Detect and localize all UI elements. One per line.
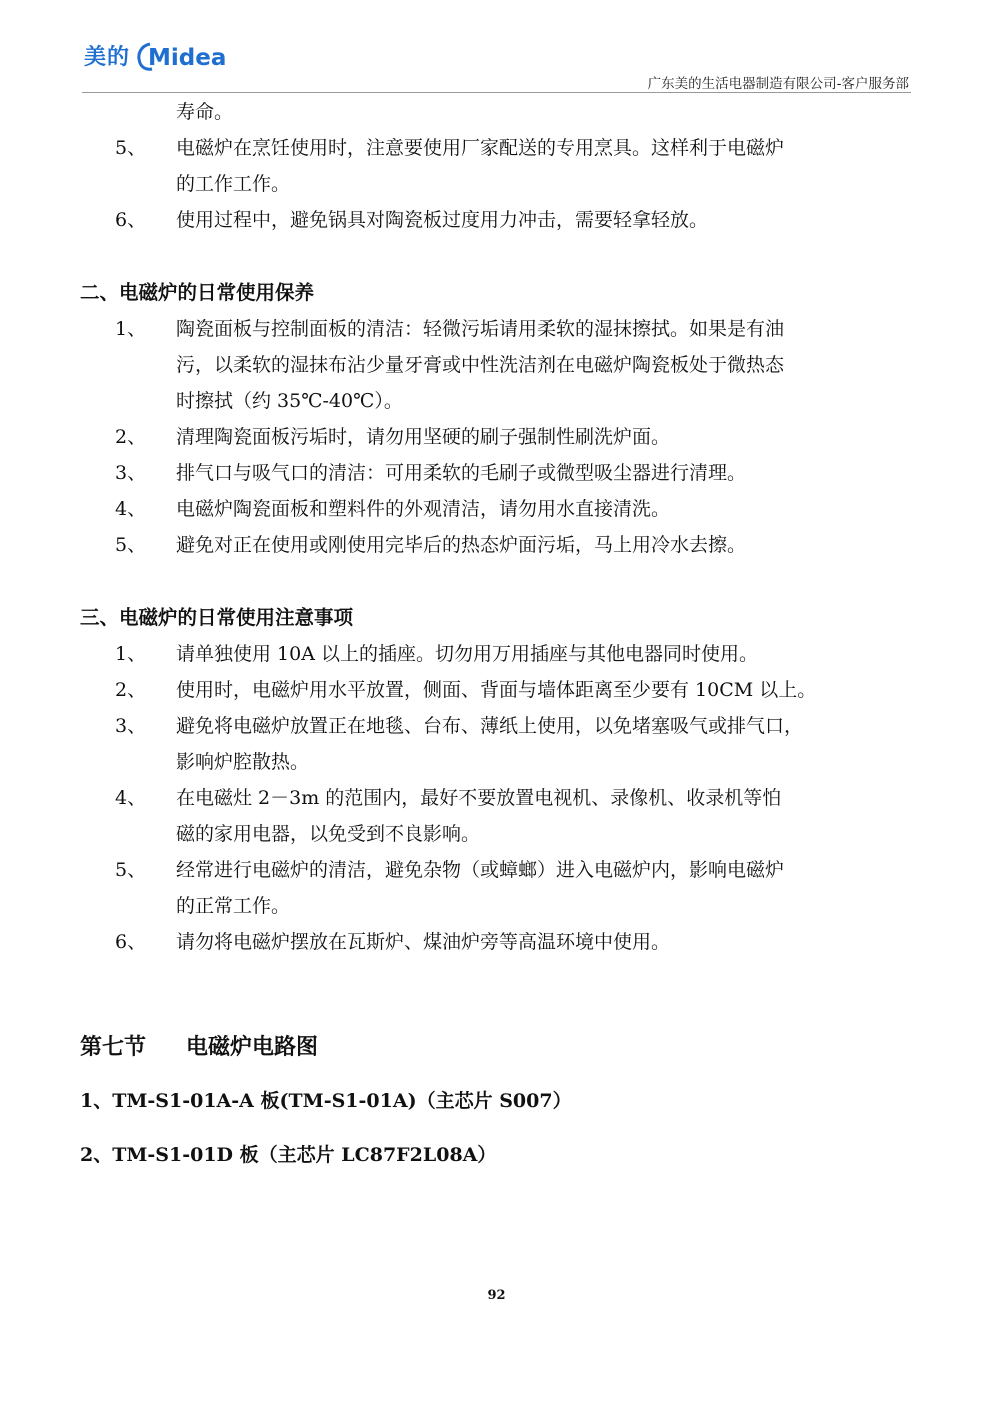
- list-item: [80, 130, 915, 166]
- item-number: 4、: [115, 787, 147, 809]
- item-text: 经常进行电磁炉的清洁，避免杂物（或蟑螂）进入电磁炉内，影响电磁炉: [176, 859, 785, 881]
- document-body: [80, 94, 915, 960]
- midea-wordmark-icon: [136, 41, 248, 71]
- list-item: [80, 455, 915, 491]
- item-number: [80, 383, 176, 419]
- item-number: 5、: [115, 137, 147, 159]
- item-number: 2、: [115, 426, 147, 448]
- item-number: 5、: [115, 859, 147, 881]
- list-item: [80, 419, 915, 455]
- item-text: 使用时，电磁炉用水平放置，侧面、背面与墙体距离至少要有 10CM 以上。: [176, 679, 817, 701]
- item-text: 电磁炉在烹饪使用时，注意要使用厂家配送的专用烹具。这样利于电磁炉: [176, 137, 785, 159]
- list-item: [80, 202, 915, 238]
- list-item: [80, 888, 915, 924]
- list-item: [80, 672, 915, 708]
- item-text: 磁的家用电器，以免受到不良影响。: [176, 823, 481, 845]
- item-number: [80, 347, 176, 383]
- item-number: 3、: [115, 462, 147, 484]
- section-name: 电磁炉电路图: [186, 1034, 319, 1060]
- intro-list: [80, 130, 915, 238]
- item-text: 陶瓷面板与控制面板的清洁：轻微污垢请用柔软的湿抹擦拭。如果是有油: [176, 318, 785, 340]
- midea-logo: [84, 40, 248, 71]
- item-number: 1、: [115, 318, 147, 340]
- list-item: [80, 924, 915, 960]
- item-number: [80, 744, 176, 780]
- item-number: 6、: [115, 209, 147, 231]
- list-item: [80, 347, 915, 383]
- list-item: [80, 708, 915, 744]
- continuation-text: 寿命。: [176, 101, 234, 123]
- list-item: [80, 852, 915, 888]
- list-item: [80, 816, 915, 852]
- section-heading-precautions: 三、电磁炉的日常使用注意事项: [80, 606, 354, 629]
- item-text: 排气口与吸气口的清洁：可用柔软的毛刷子或微型吸尘器进行清理。: [176, 462, 747, 484]
- section-label: 第七节: [80, 1034, 147, 1060]
- item-text: 清理陶瓷面板污垢时，请勿用坚硬的刷子强制性刷洗炉面。: [176, 426, 671, 448]
- list-item: [80, 527, 915, 563]
- list-item: [80, 491, 915, 527]
- circuit-board-item-2: 2、TM-S1-01D 板（主芯片 LC87F2L08A）: [80, 1144, 497, 1166]
- item-text: 影响炉腔散热。: [176, 751, 310, 773]
- maintenance-list: [80, 311, 915, 563]
- header-divider: [82, 92, 911, 93]
- item-number: 5、: [115, 534, 147, 556]
- item-number: 1、: [115, 643, 147, 665]
- item-text: 的正常工作。: [176, 895, 291, 917]
- item-text: 的工作工作。: [176, 173, 291, 195]
- circuit-board-item-1: 1、TM-S1-01A-A 板(TM-S1-01A)（主芯片 S007）: [80, 1090, 572, 1112]
- item-number: 4、: [115, 498, 147, 520]
- page-header: [0, 0, 993, 100]
- list-item: [80, 636, 915, 672]
- section-seven-title: [80, 1030, 318, 1061]
- logo-english-text: Midea: [148, 44, 227, 71]
- item-text: 电磁炉陶瓷面板和塑料件的外观清洁，请勿用水直接清洗。: [176, 498, 671, 520]
- item-number: 3、: [115, 715, 147, 737]
- item-number: 2、: [115, 679, 147, 701]
- item-number: 6、: [115, 931, 147, 953]
- list-item: [80, 744, 915, 780]
- page-number: 92: [487, 1288, 506, 1303]
- item-number: [80, 166, 176, 202]
- list-item: [80, 166, 915, 202]
- item-text: 请单独使用 10A 以上的插座。切勿用万用插座与其他电器同时使用。: [176, 643, 758, 665]
- item-text: 避免对正在使用或刚使用完毕后的热态炉面污垢，马上用冷水去擦。: [176, 534, 747, 556]
- item-text: 使用过程中，避免锅具对陶瓷板过度用力冲击，需要轻拿轻放。: [176, 209, 709, 231]
- item-number: [80, 888, 176, 924]
- section-heading-maintenance: 二、电磁炉的日常使用保养: [80, 281, 315, 304]
- list-item: [80, 383, 915, 419]
- company-name: 广东美的生活电器制造有限公司-客户服务部: [647, 76, 909, 92]
- logo-chinese-text: 美的: [84, 45, 131, 70]
- item-text: 时擦拭（约 35℃-40℃）。: [176, 390, 403, 412]
- list-item: [80, 311, 915, 347]
- item-text: 请勿将电磁炉摆放在瓦斯炉、煤油炉旁等高温环境中使用。: [176, 931, 671, 953]
- item-text: 避免将电磁炉放置正在地毯、台布、薄纸上使用，以免堵塞吸气或排气口，: [176, 715, 804, 737]
- item-text: 在电磁灶 2－3m 的范围内，最好不要放置电视机、录像机、收录机等怕: [176, 787, 782, 809]
- precautions-list: [80, 636, 915, 960]
- item-text: 污，以柔软的湿抹布沾少量牙膏或中性洗洁剂在电磁炉陶瓷板处于微热态: [176, 354, 785, 376]
- list-item: [80, 780, 915, 816]
- item-number: [80, 816, 176, 852]
